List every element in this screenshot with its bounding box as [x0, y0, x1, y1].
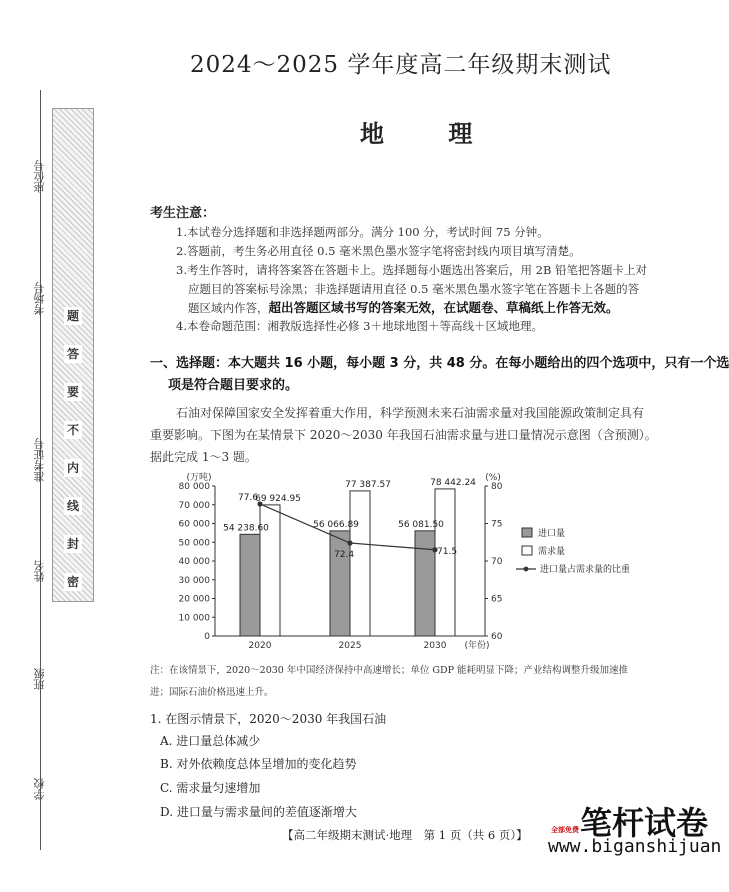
- seal-char: 密: [64, 573, 82, 591]
- name-label: 姓名: [33, 560, 46, 582]
- oil-chart: [150, 466, 690, 656]
- x-tick-label: 2020: [248, 641, 272, 651]
- notice-warning: 超出答题区域书写的答案无效，在试题卷、草稿纸上作答无效。: [268, 300, 619, 315]
- school-label: 学校: [33, 778, 46, 800]
- notice-line: 1.本试卷分选择题和非选择题两部分。满分 100 分，考试时间 75 分钟。: [176, 225, 549, 239]
- option-c: C. 需求量匀速增加: [160, 781, 261, 795]
- chart-note-line: 注：在该情景下，2020～2030 年中国经济保持中高速增长；单位 GDP 能耗明显下降；产业结构调整升级加速推: [150, 665, 629, 676]
- x-tick-label: 2030: [423, 641, 447, 651]
- label-demand: 77 387.57: [345, 479, 391, 490]
- admission-number-label: 准考证号: [33, 438, 46, 482]
- option-b: B. 对外依赖度总体呈增加的变化趋势: [160, 757, 357, 771]
- legend-swatch-import: [522, 528, 532, 537]
- option-d: D. 进口量与需求量间的差值逐渐增大: [160, 805, 357, 819]
- bar-import: [330, 531, 350, 636]
- y-tick-label-left: 10 000: [178, 613, 210, 624]
- seal-char: 答: [64, 345, 82, 363]
- x-axis-label: (年份): [464, 641, 490, 651]
- notice-line: 应题目的答案标号涂黑；非选择题请用直径 0.5 毫米黑色墨水签字笔在答题卡上各题的答: [188, 282, 640, 296]
- y-tick-label-left: 80 000: [178, 482, 210, 492]
- label-demand: 78 442.24: [430, 477, 476, 488]
- y-tick-label-right: 80: [491, 482, 503, 492]
- legend-swatch-demand: [522, 546, 532, 555]
- label-ratio: 72.4: [334, 550, 355, 560]
- notice-line: 3.考生作答时，请将答案答在答题卡上。选择题每小题选出答案后，用 2B 铅笔把答题卡上对: [176, 263, 648, 277]
- option-a: A. 进口量总体减少: [160, 734, 261, 748]
- legend-label-import: 进口量: [538, 529, 566, 539]
- section-heading: 一、选择题：本大题共 16 小题，每小题 3 分，共 48 分。在每小题给出的四个选项中，只有一个选: [150, 356, 729, 371]
- bar-demand: [350, 491, 370, 636]
- label-import: 56 066.89: [313, 519, 359, 530]
- seal-char: 不: [64, 421, 82, 439]
- label-import: 54 238.60: [223, 523, 269, 534]
- y-tick-label-right: 65: [491, 594, 503, 605]
- ratio-point: [347, 540, 352, 545]
- legend-marker-ratio: [524, 567, 529, 572]
- y-tick-label-left: 60 000: [178, 519, 210, 530]
- y-tick-label-left: 20 000: [178, 594, 210, 605]
- section-heading-cont: 项是符合题目要求的。: [168, 378, 299, 393]
- notice-line: [188, 298, 619, 316]
- y-axis-label-left: (万吨): [186, 473, 212, 483]
- label-ratio: 71.5: [437, 546, 458, 557]
- watermark-url: www.biganshijuan: [548, 836, 722, 857]
- notice-line-prefix: 题区域内作答，: [188, 301, 269, 315]
- y-tick-label-left: 50 000: [178, 538, 210, 549]
- label-ratio: 77.6: [238, 493, 259, 503]
- bar-import: [240, 534, 260, 636]
- notice-heading: 考生注意：: [150, 206, 216, 221]
- watermark-tag: 全部免费: [551, 826, 579, 834]
- y-tick-label-right: 70: [491, 557, 503, 567]
- watermark-name: 笔杆试卷: [580, 804, 709, 842]
- notice-line: 4.本卷命题范围：湘教版选择性必修 3＋地球地图＋等高线＋区域地理。: [176, 319, 543, 333]
- bar-import: [415, 531, 435, 636]
- bar-demand: [435, 489, 458, 636]
- legend-label-ratio: 进口量占需求量的比重: [540, 565, 631, 575]
- page-footer: 【高二年级期末测试·地理 第 1 页（共 6 页）】: [282, 828, 528, 842]
- class-label: 班级: [33, 668, 46, 690]
- label-import: 56 081.50: [398, 519, 444, 530]
- label-demand: 69 924.95: [255, 493, 301, 504]
- seat-number-label: 座位号: [33, 160, 46, 193]
- exam-title: 2024～2025 学年度高二年级期末测试: [190, 52, 612, 78]
- passage-line: 据此完成 1～3 题。: [150, 450, 257, 464]
- y-tick-label-left: 40 000: [178, 557, 210, 567]
- y-tick-label-right: 75: [491, 519, 503, 530]
- seal-char: 题: [64, 307, 82, 325]
- chart-note-line: 进；国际石油价格迅速上升。: [150, 687, 274, 698]
- y-tick-label-left: 70 000: [178, 500, 210, 511]
- legend-label-demand: 需求量: [538, 547, 566, 557]
- question-stem: 1. 在图示情景下，2020～2030 年我国石油: [150, 712, 387, 726]
- subject-title: 地 理: [360, 120, 501, 148]
- x-tick-label: 2025: [338, 641, 362, 651]
- seal-char: 内: [64, 459, 82, 477]
- notice-line: 2.答题前，考生务必用直径 0.5 毫米黑色墨水签字笔将密封线内项目填写清楚。: [176, 244, 581, 258]
- seal-char: 封: [64, 535, 82, 553]
- seal-char: 线: [64, 497, 82, 515]
- passage-line: 石油对保障国家安全发挥着重大作用，科学预测未来石油需求量对我国能源政策制定具有: [176, 406, 645, 420]
- exam-room-label: 考场号: [33, 282, 46, 315]
- seal-char: 要: [64, 383, 82, 401]
- passage-line: 重要影响。下图为在某情景下 2020～2030 年我国石油需求量与进口量情况示意图（含预测）。: [150, 428, 657, 442]
- y-tick-label-left: 30 000: [178, 575, 210, 586]
- y-tick-label-right: 60: [491, 632, 503, 642]
- y-tick-label-left: 0: [204, 632, 210, 642]
- y-axis-label-right: (%): [485, 473, 501, 483]
